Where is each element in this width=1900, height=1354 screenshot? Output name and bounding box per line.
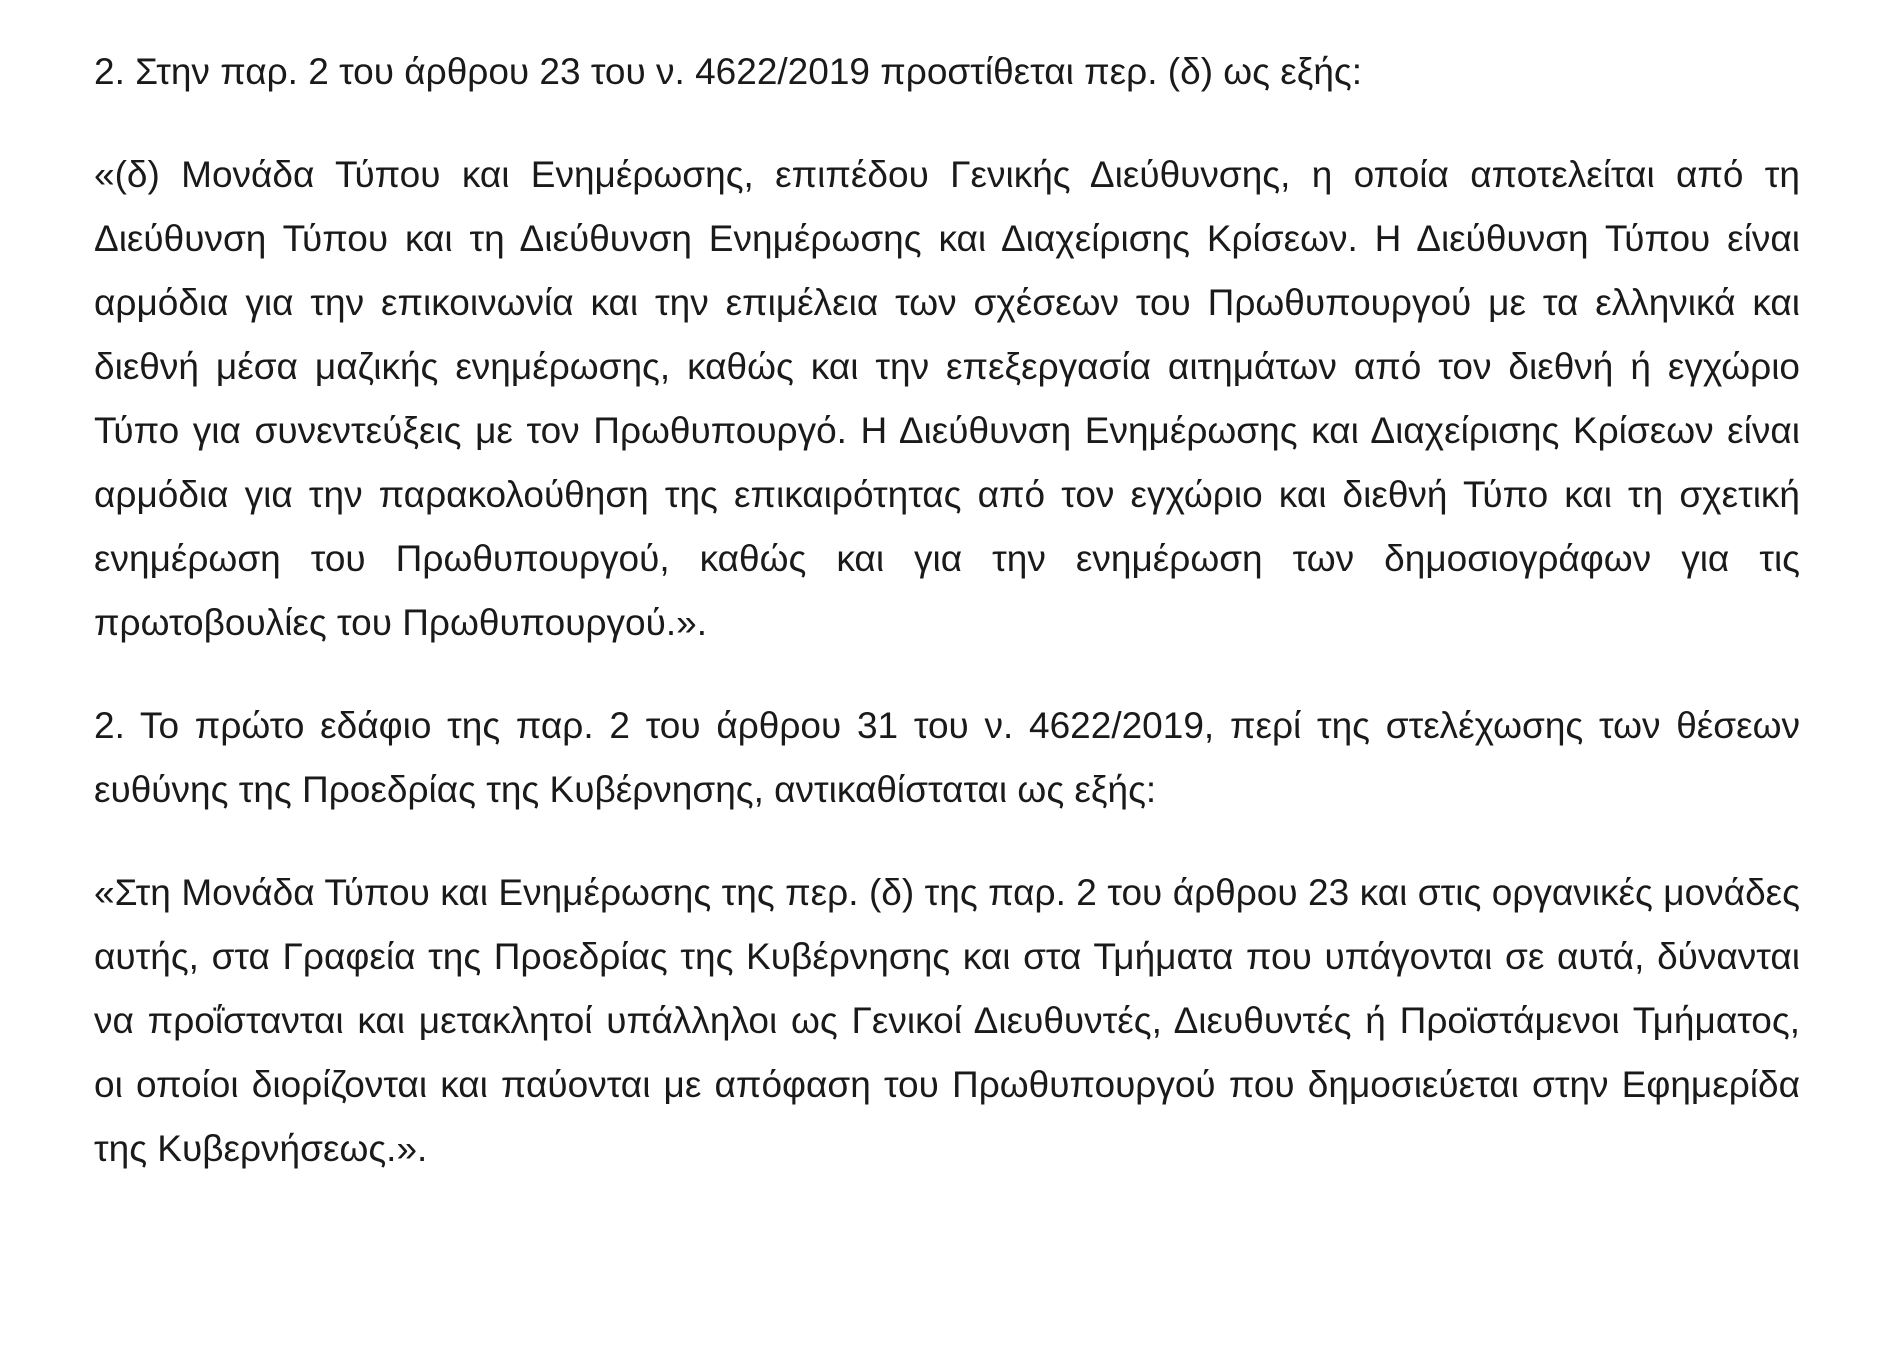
paragraph-amendment-heading-1: 2. Στην παρ. 2 του άρθρου 23 του ν. 4622/2019 προστίθεται περ. (δ) ως εξής: — [94, 51, 1363, 92]
paragraph-amendment-heading-2: 2. Το πρώτο εδάφιο της παρ. 2 του άρθρου 31 του ν. 4622/2019, περί της στελέχωσης των θέσεων ευθύνης της Προεδρίας της Κυβέρνησης, αντικαθίσταται ως εξής: — [94, 705, 1800, 810]
document-page — [94, 40, 1800, 1181]
paragraph-staffing-provision: «Στη Μονάδα Τύπου και Ενημέρωσης της περ. (δ) της παρ. 2 του άρθρου 23 και στις οργανικές μονάδες αυτής, στα Γραφεία της Προεδρίας της Κυβέρνησης και στα Τμήματα που υπάγονται σε αυτά, δύνανται να προΐστανται και μετακλητοί υπάλληλοι ως Γενικοί Διευθυντές, Διευθυντές ή Προϊστάμενοι Τμήματος, οι οποίοι διορίζονται και παύονται με απόφαση του Πρωθυπουργού που δημοσιεύεται στην Εφημερίδα της Κυβερνήσεως.». — [94, 872, 1800, 1169]
paragraph-press-unit-definition: «(δ) Μονάδα Τύπου και Ενημέρωσης, επιπέδου Γενικής Διεύθυνσης, η οποία αποτελείται από τη Διεύθυνση Τύπου και τη Διεύθυνση Ενημέρωσης και Διαχείρισης Κρίσεων. Η Διεύθυνση Τύπου είναι αρμόδια για την επικοινωνία και την επιμέλεια των σχέσεων του Πρωθυπουργού με τα ελληνικά και διεθνή μέσα μαζικής ενημέρωσης, καθώς και την επεξεργασία αιτημάτων από τον διεθνή ή εγχώριο Τύπο για συνεντεύξεις με τον Πρωθυπουργό. Η Διεύθυνση Ενημέρωσης και Διαχείρισης Κρίσεων είναι αρμόδια για την παρακολούθηση της επικαιρότητας από τον εγχώριο και διεθνή Τύπο και τη σχετική ενημέρωση του Πρωθυπουργού, καθώς και για την ενημέρωση των δημοσιογράφων για τις πρωτοβουλίες του Πρωθυπουργού.». — [94, 154, 1800, 643]
